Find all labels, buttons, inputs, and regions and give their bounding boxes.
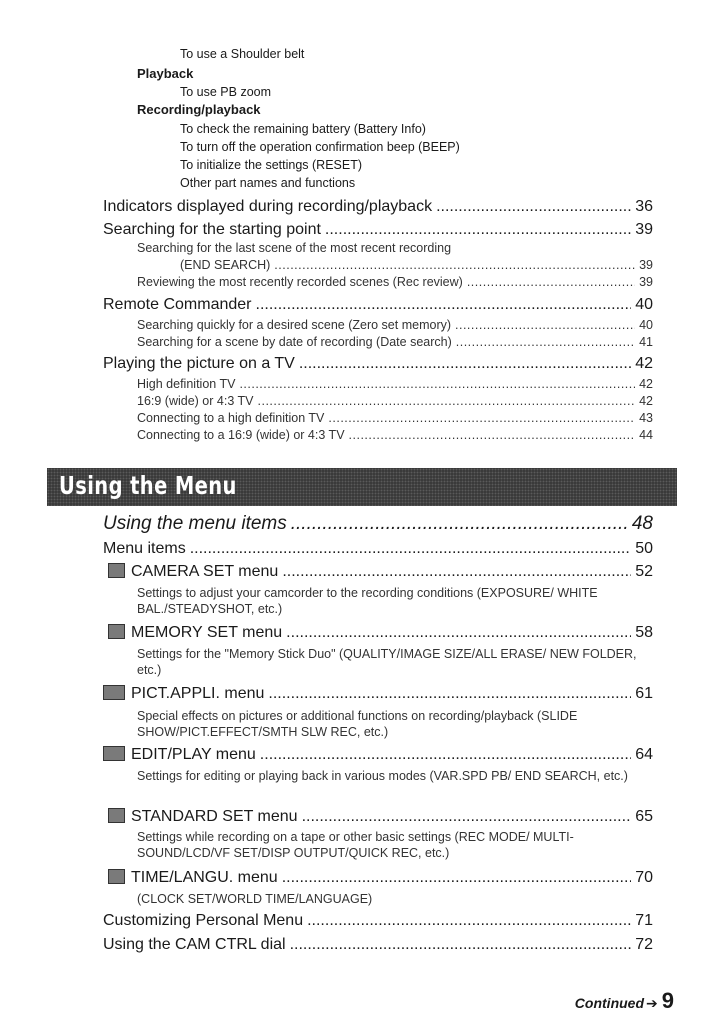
- toc-entry-connect-wide[interactable]: [137, 428, 653, 442]
- toc-entry-indicators[interactable]: [103, 198, 653, 216]
- toc-page: 39: [639, 275, 653, 289]
- toc-entry-wide-tv[interactable]: [137, 394, 653, 408]
- toc-page: 39: [635, 221, 653, 238]
- time-langu-icon: [108, 869, 125, 884]
- page-footer: [575, 988, 674, 1014]
- heading-recording-playback: Recording/playback: [137, 102, 261, 117]
- toc-page: 71: [635, 912, 653, 929]
- toc-title: Indicators displayed during recording/playback: [103, 198, 433, 215]
- toc-page: 61: [635, 685, 653, 702]
- edit-play-icon: [103, 746, 125, 761]
- toc-title: PICT.APPLI. menu: [131, 685, 265, 702]
- toc-title: Searching quickly for a desired scene (Zero set memory): [137, 318, 452, 332]
- page-number: 9: [661, 988, 674, 1013]
- toc-entry-searching[interactable]: [103, 221, 653, 239]
- toc-page: 58: [635, 624, 653, 641]
- toc-entry-zero-set[interactable]: [137, 318, 653, 332]
- toc-entry-connect-hd[interactable]: [137, 411, 653, 425]
- section-banner: [47, 468, 677, 506]
- toc-page: 40: [639, 318, 653, 332]
- toc-title: (END SEARCH): [180, 258, 271, 272]
- toc-page: 72: [635, 936, 653, 953]
- memory-set-icon: [108, 624, 125, 639]
- toc-title: CAMERA SET menu: [131, 563, 279, 580]
- toc-page: 42: [639, 394, 653, 408]
- toc-title: Connecting to a 16:9 (wide) or 4:3 TV: [137, 428, 345, 442]
- toc-title: Playing the picture on a TV: [103, 355, 295, 372]
- toc-title: Menu items: [103, 540, 186, 557]
- camera-set-desc: Settings to adjust your camcorder to the recording conditions (EXPOSURE/ WHITE BAL./STEADYSHOT, etc.): [137, 586, 598, 616]
- pict-appli-desc: Special effects on pictures or additional functions on recording/playback (SLIDE SHOW/PICT.EFFECT/SMTH SLW REC, etc.): [137, 709, 578, 739]
- section-banner-title: Using the Menu: [59, 471, 237, 500]
- toc-entry-time-langu[interactable]: [108, 869, 653, 887]
- standard-set-icon: [108, 808, 125, 823]
- toc-title: STANDARD SET menu: [131, 808, 298, 825]
- toc-entry-memory-set[interactable]: [108, 624, 653, 642]
- edit-play-desc: Settings for editing or playing back in various modes (VAR.SPD PB/ END SEARCH, etc.): [137, 769, 628, 783]
- item-reset: To initialize the settings (RESET): [180, 158, 363, 172]
- toc-page: 41: [639, 335, 653, 349]
- toc-title: Connecting to a high definition TV: [137, 411, 325, 425]
- continued-label: Continued: [574, 995, 645, 1011]
- time-langu-desc: (CLOCK SET/WORLD TIME/LANGUAGE): [137, 892, 373, 906]
- camera-set-icon: [108, 563, 125, 578]
- toc-page: 42: [639, 377, 653, 391]
- arrow-right-icon: ➔: [646, 995, 658, 1011]
- toc-entry-personal-menu[interactable]: [103, 912, 653, 930]
- item-pb-zoom: To use PB zoom: [180, 85, 272, 99]
- item-beep: To turn off the operation confirmation beep (BEEP): [180, 140, 460, 154]
- toc-entry-remote-commander[interactable]: [103, 296, 653, 314]
- toc-entry-camera-set[interactable]: [108, 563, 653, 581]
- toc-entry-end-search[interactable]: [180, 258, 653, 272]
- toc-title: Remote Commander: [103, 296, 252, 313]
- toc-page: 50: [635, 540, 653, 557]
- toc-entry-playing-tv[interactable]: [103, 355, 653, 373]
- pict-appli-icon: [103, 685, 125, 700]
- toc-entry-rec-review[interactable]: [137, 275, 653, 289]
- toc-page: 43: [639, 411, 653, 425]
- item-battery-info: To check the remaining battery (Battery Info): [180, 122, 426, 136]
- toc-entry-menu-items[interactable]: [103, 540, 653, 558]
- toc-entry-cam-ctrl-dial[interactable]: [103, 936, 653, 954]
- toc-page: 42: [635, 355, 653, 372]
- toc-page: 48: [631, 513, 653, 534]
- toc-entry-standard-set[interactable]: [108, 808, 653, 826]
- toc-entry-using-menu-items[interactable]: [103, 513, 653, 535]
- toc-page: 44: [639, 428, 653, 442]
- toc-page: 64: [635, 746, 653, 763]
- item-other-parts: Other part names and functions: [180, 176, 356, 190]
- toc-page: 39: [639, 258, 653, 272]
- toc-title: 16:9 (wide) or 4:3 TV: [137, 394, 254, 408]
- toc-title: TIME/LANGU. menu: [131, 869, 278, 886]
- toc-page: 36: [635, 198, 653, 215]
- heading-playback: Playback: [137, 66, 194, 81]
- toc-title: Customizing Personal Menu: [103, 912, 304, 929]
- toc-title: Reviewing the most recently recorded scenes (Rec review): [137, 275, 463, 289]
- toc-title: EDIT/PLAY menu: [131, 746, 256, 763]
- toc-page: 52: [635, 563, 653, 580]
- item-shoulder-belt: To use a Shoulder belt: [180, 47, 305, 61]
- toc-entry-edit-play[interactable]: [103, 746, 653, 764]
- toc-page: 70: [635, 869, 653, 886]
- toc-title: High definition TV: [137, 377, 236, 391]
- toc-entry-end-search-line1: Searching for the last scene of the most recent recording: [137, 241, 452, 255]
- toc-title: Using the CAM CTRL dial: [103, 936, 286, 953]
- toc-title: MEMORY SET menu: [131, 624, 283, 641]
- toc-entry-date-search[interactable]: [137, 335, 653, 349]
- toc-page: 40: [635, 296, 653, 313]
- toc-page: 65: [635, 808, 653, 825]
- standard-set-desc: Settings while recording on a tape or other basic settings (REC MODE/ MULTI-SOUND/LCD/VF SET/DISP OUTPUT/QUICK REC, etc.): [137, 830, 574, 860]
- toc-title: Searching for a scene by date of recording (Date search): [137, 335, 452, 349]
- memory-set-desc: Settings for the "Memory Stick Duo" (QUALITY/IMAGE SIZE/ALL ERASE/ NEW FOLDER, etc.): [137, 647, 637, 677]
- toc-entry-hd-tv[interactable]: [137, 377, 653, 391]
- toc-title: Searching for the starting point: [103, 221, 321, 238]
- toc-entry-pict-appli[interactable]: [103, 685, 653, 703]
- toc-title: Using the menu items: [103, 513, 287, 534]
